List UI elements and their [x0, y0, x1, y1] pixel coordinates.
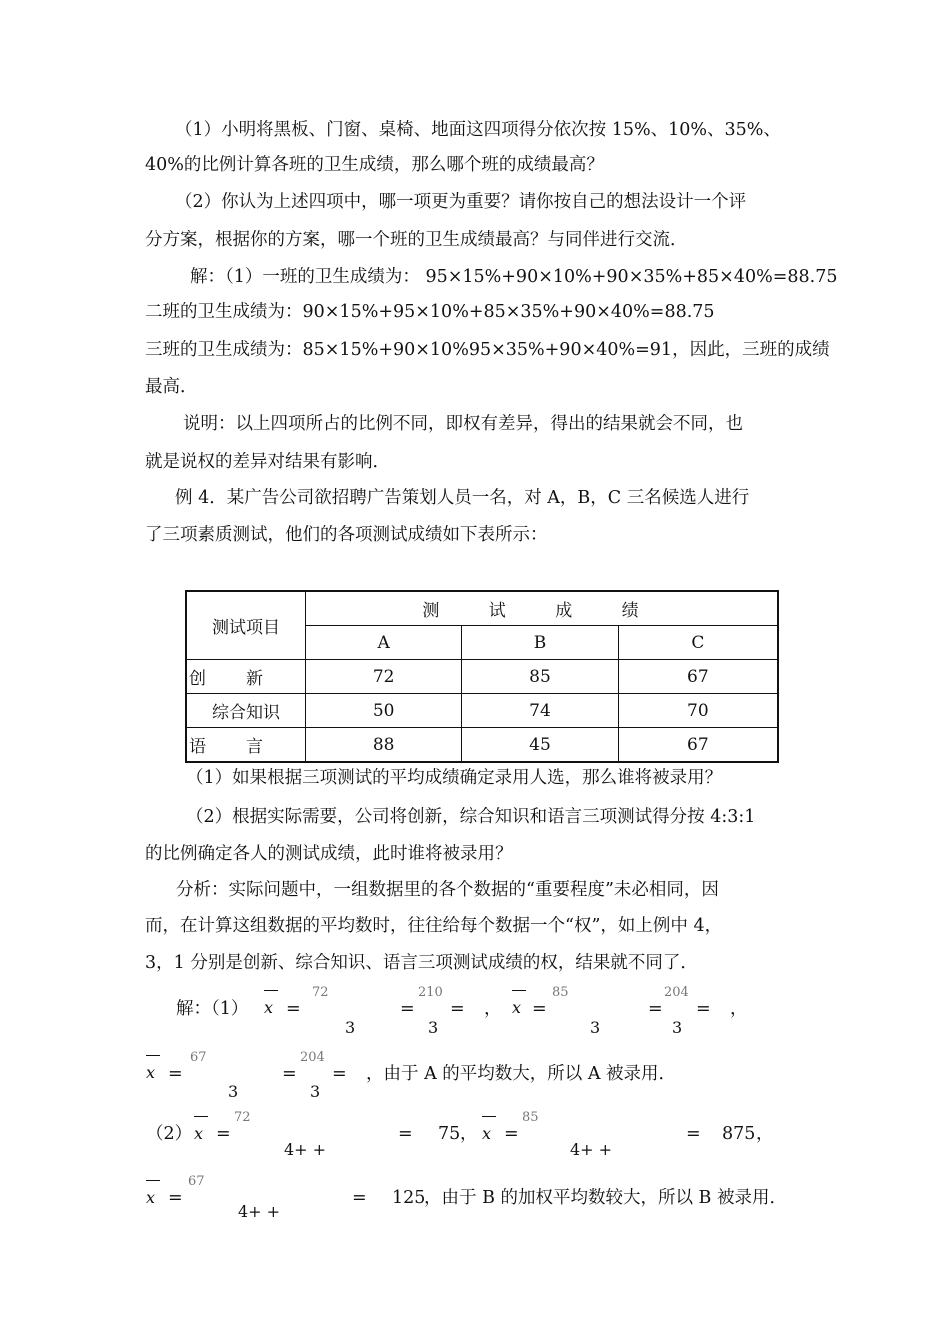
- header-group: 测 试 成 绩: [306, 591, 779, 626]
- denominator: 3: [310, 1082, 321, 1101]
- equals-sign: =: [352, 1188, 367, 1208]
- paragraph: （1）小明将黑板、门窗、桌椅、地面这四项得分依次按 15%、10%、35%、: [175, 120, 781, 140]
- paragraph: 的比例确定各人的测试成绩，此时谁将被录用？: [145, 844, 513, 864]
- equals-sign: =: [398, 1124, 413, 1144]
- equals-sign: =: [168, 1064, 183, 1084]
- numerator-fragment: 85: [522, 1110, 539, 1125]
- column-header: C: [618, 626, 778, 660]
- numerator-fragment: 72: [234, 1110, 251, 1125]
- solution-label: 解：（1）: [176, 999, 249, 1019]
- equals-sign: =: [282, 1064, 297, 1084]
- equals-sign: =: [648, 999, 663, 1019]
- table-cell: 50: [306, 694, 462, 728]
- numerator-fragment: 204: [664, 985, 689, 1000]
- row-label: 综合知识: [186, 694, 306, 728]
- denominator: 3: [345, 1018, 356, 1037]
- denominator: 3: [428, 1018, 439, 1037]
- table-row: [186, 728, 778, 763]
- numerator-fragment: 85: [552, 985, 569, 1000]
- mean-symbol: x: [482, 1124, 491, 1143]
- result-value: 875: [722, 1124, 756, 1144]
- equals-sign: =: [216, 1124, 231, 1144]
- equals-sign: =: [168, 1188, 183, 1208]
- column-header: A: [306, 626, 462, 660]
- equals-sign: =: [504, 1124, 519, 1144]
- separator: ，: [756, 1124, 774, 1144]
- paragraph: （2）根据实际需要，公司将创新，综合知识和语言三项测试得分按 4:3:1: [186, 807, 756, 827]
- row-label: 语言: [186, 728, 306, 763]
- paragraph: 三班的卫生成绩为：85×15%+90×10%95×35%+90×40%=91，因此，三班的成绩: [145, 340, 830, 360]
- paragraph: （2）你认为上述四项中，哪一项更为重要？请你按自己的想法设计一个评: [175, 192, 747, 212]
- row-label: 创新: [186, 660, 306, 694]
- equals-sign: =: [686, 1124, 701, 1144]
- paragraph: 40%的比例计算各班的卫生成绩，那么哪个班的成绩最高？: [145, 155, 604, 175]
- mean-symbol: x: [194, 1124, 203, 1143]
- table-cell: 72: [306, 660, 462, 694]
- paragraph: （1）如果根据三项测试的平均成绩确定录用人选，那么谁将被录用？: [186, 768, 723, 788]
- conclusion-text: ，由于 A 的平均数大，所以 A 被录用．: [366, 1064, 677, 1084]
- paragraph: 分方案，根据你的方案，哪一个班的卫生成绩最高？与同伴进行交流．: [145, 230, 688, 250]
- equals-sign: =: [332, 1064, 347, 1084]
- denominator: 3: [228, 1082, 239, 1101]
- separator: ，: [484, 999, 502, 1019]
- denominator: 3: [590, 1018, 601, 1037]
- score-table: [185, 590, 779, 763]
- paragraph: 而，在计算这组数据的平均数时，往往给每个数据一个“权”，如上例中 4，: [145, 916, 723, 936]
- paragraph: 就是说权的差异对结果有影响．: [145, 452, 390, 472]
- equals-sign: =: [696, 999, 711, 1019]
- paragraph: 解：（1）一班的卫生成绩为： 95×15%+90×10%+90×35%+85×40%=88.75: [190, 267, 838, 287]
- numerator-fragment: 72: [312, 985, 329, 1000]
- table-cell: 88: [306, 728, 462, 763]
- conclusion-text: ，由于 B 的加权平均数较大，所以 B 被录用．: [424, 1188, 787, 1208]
- table-cell: 70: [618, 694, 778, 728]
- table-cell: 45: [462, 728, 618, 763]
- separator: ，: [730, 999, 748, 1019]
- table-row: [186, 694, 778, 728]
- mean-symbol: x: [146, 1188, 155, 1207]
- paragraph: 二班的卫生成绩为：90×15%+95×10%+85×35%+90×40%=88.75: [145, 302, 715, 322]
- separator: ，: [460, 1124, 478, 1144]
- numerator-fragment: 67: [188, 1174, 205, 1189]
- table-row: [186, 660, 778, 694]
- numerator-fragment: 67: [190, 1050, 207, 1065]
- table-cell: 85: [462, 660, 618, 694]
- paragraph: 3，1 分别是创新、综合知识、语言三项测试成绩的权，结果就不同了．: [145, 953, 698, 973]
- denominator: 4+ +: [570, 1140, 613, 1159]
- denominator: 3: [672, 1018, 683, 1037]
- table-cell: 67: [618, 728, 778, 763]
- mean-symbol: x: [264, 998, 273, 1017]
- numerator-fragment: 210: [418, 985, 443, 1000]
- paragraph: 例 4．某广告公司欲招聘广告策划人员一名，对 A，B，C 三名候选人进行: [175, 488, 750, 508]
- table-cell: 74: [462, 694, 618, 728]
- equals-sign: =: [450, 999, 465, 1019]
- column-header: B: [462, 626, 618, 660]
- mean-symbol: x: [146, 1063, 155, 1082]
- paragraph: 了三项素质测试，他们的各项测试成绩如下表所示：: [145, 525, 548, 545]
- equals-sign: =: [532, 999, 547, 1019]
- paragraph: 分析：实际问题中，一组数据里的各个数据的“重要程度”未必相同，因: [176, 880, 719, 900]
- solution-label: （2）: [146, 1124, 193, 1144]
- denominator: 4+ +: [284, 1140, 327, 1159]
- result-value: 75: [438, 1124, 461, 1144]
- paragraph: 最高．: [145, 377, 198, 397]
- table-cell: 67: [618, 660, 778, 694]
- result-value: 125: [392, 1188, 426, 1208]
- numerator-fragment: 204: [300, 1050, 325, 1065]
- header-item: 测试项目: [186, 591, 306, 660]
- equals-sign: =: [286, 999, 301, 1019]
- mean-symbol: x: [512, 998, 521, 1017]
- equals-sign: =: [400, 999, 415, 1019]
- denominator: 4+ +: [238, 1202, 281, 1221]
- paragraph: 说明：以上四项所占的比例不同，即权有差异，得出的结果就会不同，也: [183, 414, 743, 434]
